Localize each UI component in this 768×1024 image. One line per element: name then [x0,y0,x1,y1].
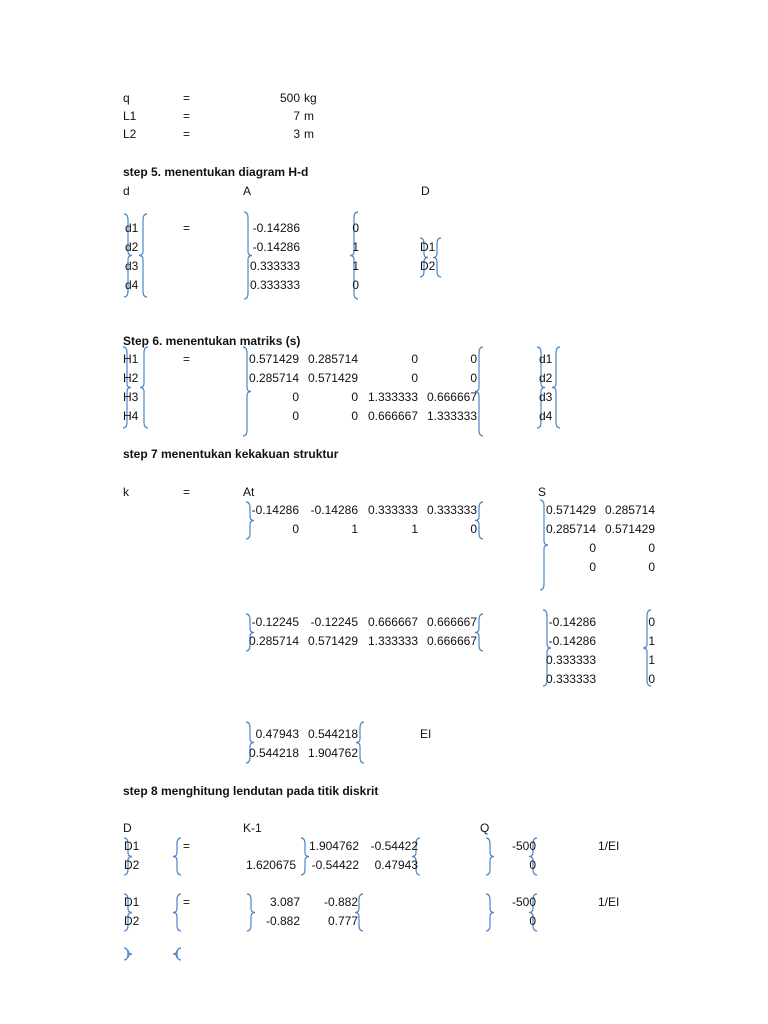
matrix-cell: -0.54422 [311,858,359,872]
determinant-factor: 1.620675 [245,858,296,872]
vector-entry: D1 [420,240,436,254]
param-unit: m [304,127,314,141]
param-name: L1 [123,109,137,123]
matrix-S-cell: 0 [411,371,418,385]
vector-entry: d4 [125,278,139,292]
matrix-Kinv-cell: 3.087 [269,895,300,909]
matrix-S-cell: 0 [589,541,596,555]
matrix-Kinv-cell: -0.882 [323,895,358,909]
unit-label: 1/EI [598,839,620,853]
right-brace [173,894,181,931]
header-d: d [123,184,130,198]
matrix-AtS-cell: 0.285714 [248,634,299,648]
matrix-S-cell: 1.333333 [426,409,477,423]
matrix-S-cell: 0.285714 [545,522,596,536]
param-name: L2 [123,127,137,141]
matrix-Kinv-cell: 0.777 [327,914,358,928]
param-value: 500 [279,91,300,105]
matrix-S-cell: 0 [351,390,358,404]
matrix-At-cell: 0 [292,522,299,536]
label-EI: EI [420,727,432,741]
matrix-A-cell: -0.14286 [252,240,300,254]
header-S: S [538,485,547,499]
left-brace [124,948,132,960]
matrix-K-cell: 1.904762 [307,746,358,760]
matrix-At-cell: -0.14286 [310,503,358,517]
matrix-cell: 1.904762 [308,839,359,853]
param-unit: kg [304,91,317,105]
matrix-At-cell: -0.14286 [251,503,299,517]
step8-title: step 8 menghitung lendutan pada titik diskrit [123,784,379,798]
load-vector-cell: -500 [511,839,536,853]
matrix-S-cell: 0 [292,409,299,423]
vector-entry: H1 [123,352,139,366]
unit-label: 1/EI [598,895,620,909]
matrix-S-cell: 1.333333 [367,390,418,404]
matrix-K-cell: 0.544218 [248,746,299,760]
matrix-AtS-cell: -0.12245 [251,615,299,629]
matrix-At-cell: 0 [470,522,477,536]
matrix-AtS-cell: 1.333333 [367,634,418,648]
matrix-S-cell: 0 [292,390,299,404]
matrix-A-cell: 0.333333 [545,672,596,686]
vector-entry: D1 [124,839,140,853]
vector-entry: d1 [125,221,139,235]
matrix-S-cell: 0 [648,541,655,555]
matrix-S-cell: 0 [470,371,477,385]
vector-entry: H4 [123,409,139,423]
vector-entry: d4 [539,409,553,423]
matrix-A-cell: 1 [352,240,359,254]
load-vector-cell: 0 [529,858,536,872]
matrix-A-cell: 0 [648,672,655,686]
vector-entry: d2 [539,371,553,385]
matrix-K-cell: 0.544218 [307,727,358,741]
matrix-A-cell: 0.333333 [249,278,300,292]
vector-entry: H2 [123,371,139,385]
matrix-S-cell: 0.285714 [307,352,358,366]
matrix-At-cell: 1 [411,522,418,536]
header-D: D [123,821,132,835]
matrix-S-cell: 0 [411,352,418,366]
matrix-A-cell: -0.14286 [548,615,596,629]
param-value: 3 [293,127,300,141]
header-At: At [243,485,255,499]
matrix-AtS-cell: 0.666667 [426,634,477,648]
equals-sign: = [183,895,191,909]
vector-entry: d2 [125,240,139,254]
vector-entry: d3 [539,390,553,404]
right-brace [173,838,181,875]
matrix-A-cell: 0.333333 [249,259,300,273]
matrix-cell: 0.47943 [374,858,418,872]
matrix-A-cell: 1 [648,634,655,648]
param-unit: m [304,109,314,123]
matrix-A-cell: 0 [352,221,359,235]
equals-sign: = [183,91,191,105]
param-value: 7 [293,109,300,123]
matrix-A-cell: -0.14286 [252,221,300,235]
param-name: q [123,91,130,105]
matrix-At-cell: 0.333333 [426,503,477,517]
matrix-A-cell: 1 [352,259,359,273]
label-k: k [123,485,129,499]
load-vector-cell: -500 [511,895,536,909]
matrix-S-cell: 0.666667 [367,409,418,423]
matrix-A-cell: 0 [648,615,655,629]
matrix-AtS-cell: 0.666667 [367,615,418,629]
matrix-S-cell: 0.285714 [604,503,655,517]
matrix-S-cell: 0 [648,560,655,574]
matrix-S-cell: 0.571429 [545,503,596,517]
matrix-S-cell: 0.285714 [248,371,299,385]
matrix-Kinv-cell: -0.882 [265,914,300,928]
equals-sign: = [183,352,191,366]
matrix-A-cell: 0.333333 [545,653,596,667]
matrix-S-cell: 0 [470,352,477,366]
vector-entry: D2 [124,858,140,872]
matrix-S-cell: 0 [351,409,358,423]
matrix-cell: -0.54422 [370,839,418,853]
equals-sign: = [183,127,191,141]
matrix-S-cell: 0 [589,560,596,574]
matrix-A-cell: -0.14286 [548,634,596,648]
matrix-S-cell: 0.571429 [248,352,299,366]
step5-title: step 5. menentukan diagram H-d [123,165,309,179]
header-Kinv: K-1 [243,821,262,835]
vector-entry: d1 [539,352,553,366]
load-vector-cell: 0 [529,914,536,928]
matrix-At-cell: 1 [351,522,358,536]
matrix-S-cell: 0.571429 [307,371,358,385]
header-A: A [243,184,252,198]
vector-entry: D2 [420,259,436,273]
right-brace [139,214,147,297]
matrix-AtS-cell: 0.666667 [426,615,477,629]
right-brace [173,948,181,960]
equals-sign: = [183,485,191,499]
step7-title: step 7 menentukan kekakuan struktur [123,447,339,461]
vector-entry: d3 [125,259,139,273]
vector-entry: D2 [124,914,140,928]
equals-sign: = [183,839,191,853]
matrix-AtS-cell: -0.12245 [310,615,358,629]
right-brace [552,347,560,428]
right-brace [140,347,148,428]
matrix-S-cell: 0.571429 [604,522,655,536]
matrix-AtS-cell: 0.571429 [307,634,358,648]
matrix-A-cell: 0 [352,278,359,292]
header-D: D [421,184,430,198]
matrix-At-cell: 0.333333 [367,503,418,517]
vector-entry: D1 [124,895,140,909]
step6-title: Step 6. menentukan matriks (s) [123,334,301,348]
matrix-A-cell: 1 [648,653,655,667]
matrix-K-cell: 0.47943 [255,727,299,741]
vector-entry: H3 [123,390,139,404]
matrix-S-cell: 0.666667 [426,390,477,404]
equals-sign: = [183,221,191,235]
equals-sign: = [183,109,191,123]
header-Q: Q [480,821,490,835]
